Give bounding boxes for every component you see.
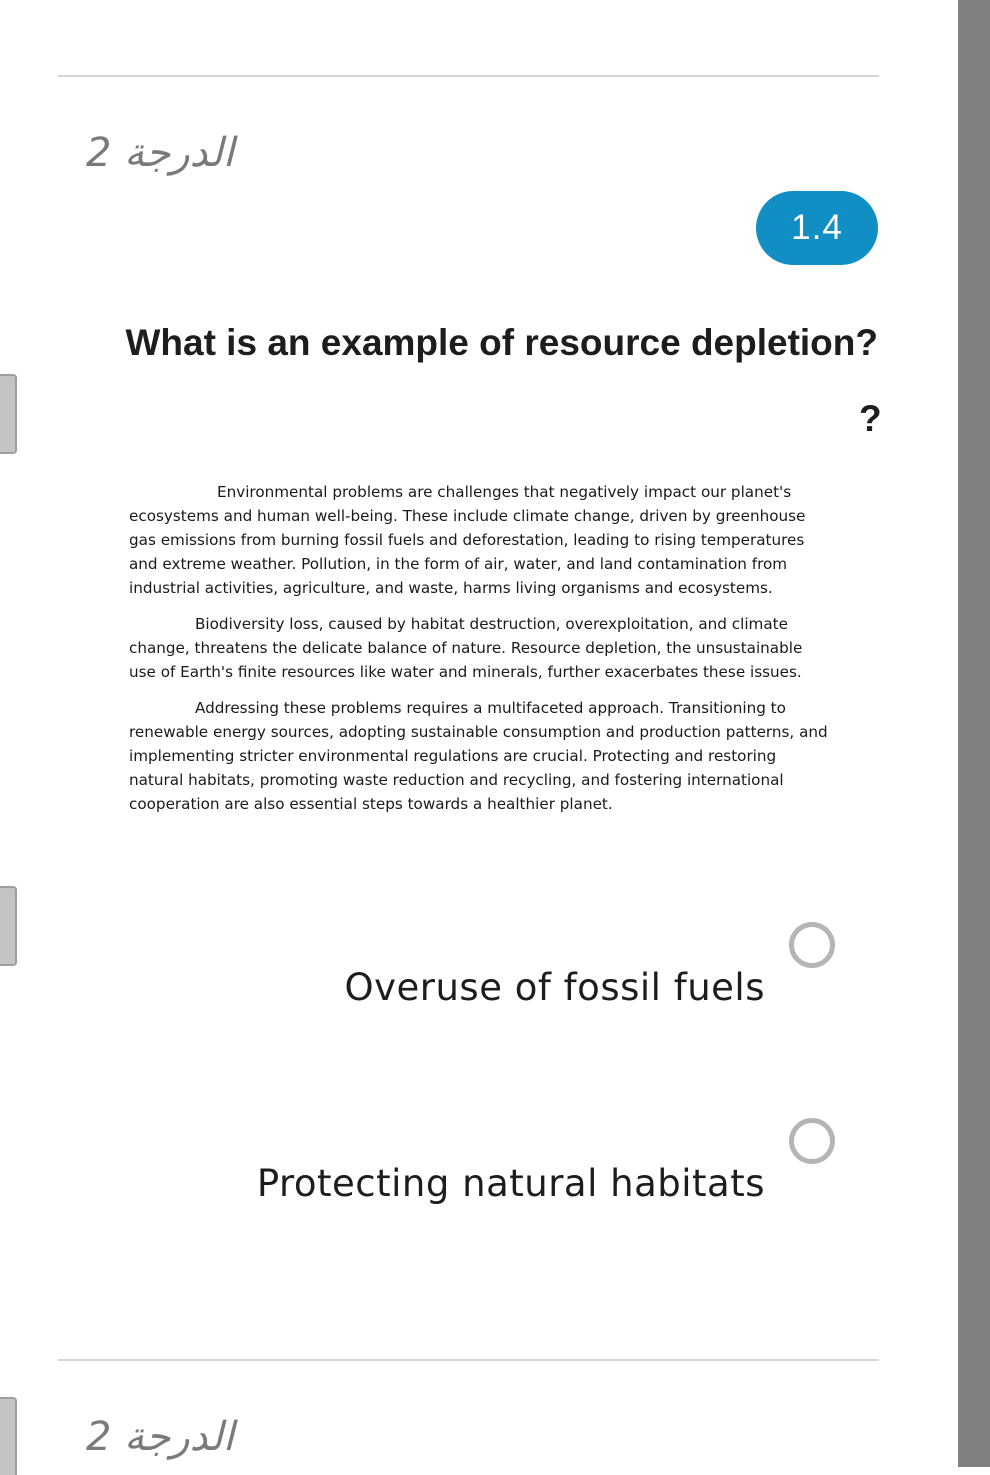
option-radio-button[interactable] bbox=[789, 1118, 835, 1164]
question-mark: ? bbox=[859, 398, 882, 439]
passage-paragraph: Biodiversity loss, caused by habitat destruction, overexploitation, and climate change, threatens the delicate balance of nature. Resource depletion, the unsustainable use of Earth's finite resources like water and minerals, further exacerbates these issues. bbox=[129, 615, 803, 681]
section-divider bbox=[58, 75, 879, 77]
question-number-badge: 1.4 bbox=[756, 191, 878, 265]
scrollbar-track[interactable] bbox=[958, 0, 990, 1467]
side-tab-handle[interactable] bbox=[0, 1397, 17, 1475]
section-divider bbox=[58, 1359, 879, 1361]
side-tab-handle[interactable] bbox=[0, 374, 17, 454]
grade-label: الدرجة 2 bbox=[86, 1414, 234, 1460]
side-tab-handle[interactable] bbox=[0, 886, 17, 966]
option-label[interactable]: Protecting natural habitats bbox=[256, 1162, 765, 1205]
reading-passage bbox=[129, 480, 829, 828]
option-radio-button[interactable] bbox=[789, 922, 835, 968]
passage-paragraph: Addressing these problems requires a multifaceted approach. Transitioning to renewable energy sources, adopting sustainable consumption and production patterns, and implementing stricter environmental regulations are crucial. Protecting and restoring natural habitats, promoting waste reduction and recycling, and fostering international cooperation are also essential steps towards a healthier planet. bbox=[129, 699, 828, 813]
passage-paragraph: Environmental problems are challenges that negatively impact our planet's ecosystems and human well-being. These include climate change, driven by greenhouse gas emissions from burning fossil fuels and deforestation, leading to rising temperatures and extreme weather. Pollution, in the form of air, water, and land contamination from industrial activities, agriculture, and waste, harms living organisms and ecosystems. bbox=[129, 483, 806, 597]
question-title: What is an example of resource depletion? bbox=[125, 322, 878, 363]
option-label[interactable]: Overuse of fossil fuels bbox=[344, 966, 765, 1009]
grade-label: الدرجة 2 bbox=[86, 130, 234, 176]
